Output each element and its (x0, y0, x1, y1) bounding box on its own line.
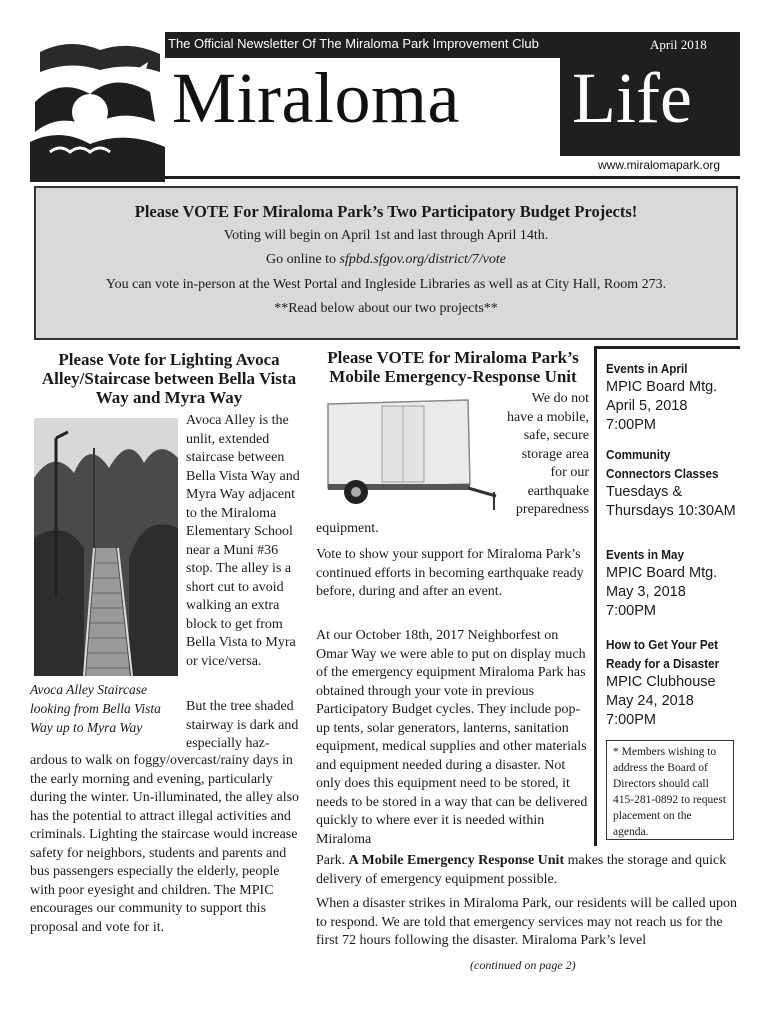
emergency-unit-p1: equipment. (316, 521, 379, 536)
april-board-date: April 5, 2018 (606, 398, 688, 414)
lighting-article-continuation: But the tree shaded stairway is dark and especially haz- (186, 699, 299, 751)
community-connectors-days-2: Thursdays 10:30AM (606, 503, 736, 519)
pet-disaster-time: 7:00PM (606, 712, 656, 728)
masthead-rule (165, 176, 740, 179)
vote-heading: Please VOTE For Miraloma Park’s Two Participatory Budget Projects! (134, 202, 638, 221)
vote-announcement-box (34, 186, 738, 340)
pet-disaster-heading-1: How to Get Your Pet (606, 637, 719, 652)
pet-disaster-location: MPIC Clubhouse (606, 674, 716, 690)
events-april-heading: Events in April (606, 361, 688, 376)
vote-online-link[interactable]: sfpbd.sfgov.org/district/7/vote (339, 252, 506, 267)
continued-note: (continued on page 2) (470, 958, 576, 972)
may-board-time: 7:00PM (606, 603, 656, 619)
vote-read-below: **Read below about our two projects** (274, 301, 498, 316)
vote-online-prefix: Go online to (266, 252, 340, 267)
summary-bold: A Mobile Emergency Response Unit (348, 853, 565, 868)
vote-online-line (36, 252, 736, 268)
emergency-unit-intro: We do not have a mobile, safe, secure storage area for our earthquake preparedness (506, 391, 589, 517)
photo-caption: Avoca Alley Staircase looking from Bella Vista Way up to Myra Way (30, 682, 161, 735)
emergency-unit-summary (316, 852, 740, 889)
april-board-time: 7:00PM (606, 417, 656, 433)
cargo-trailer-photo (318, 392, 500, 514)
vote-in-person: You can vote in-person at the West Portal and Ingleside Libraries as well as at City Hall, Room 273. (105, 277, 667, 292)
website-url[interactable]: www.miralomapark.org (598, 158, 721, 172)
lighting-article-heading: Please Vote for Lighting Avoca Alley/Staircase between Bella Vista Way and Myra Way (41, 350, 297, 407)
summary-prefix: Park. (316, 853, 349, 868)
lighting-article-body: ardous to walk on foggy/overcast/rainy days in the early morning and evening, particularly during the winter. Un-illuminated, the alley also has the potential to attract illegal activities and criminals. Lighting the staircase would increase safety for neighbors, students and parents and bus passengers especially the elderly, people with poor eyesight and children. The MPIC encourages our community to support this proposal and vote for it. (30, 753, 300, 935)
masthead-title-life: Life (572, 58, 692, 138)
events-may-heading: Events in May (606, 547, 685, 562)
newsletter-tagline: The Official Newsletter Of The Miraloma Park Improvement Club (168, 36, 539, 51)
may-board-date: May 3, 2018 (606, 584, 686, 600)
members-note: * Members wishing to address the Board of Directors should call 415-281-0892 to request placement on the agenda. (606, 740, 734, 840)
club-logo-illustration (30, 32, 170, 182)
april-board-meeting: MPIC Board Mtg. (606, 379, 718, 395)
masthead-title-miraloma: Miraloma (172, 58, 460, 138)
community-connectors-heading-1: Community (606, 447, 671, 462)
community-connectors-days-1: Tuesdays & (606, 484, 683, 500)
emergency-unit-p3: At our October 18th, 2017 Neighborfest on Omar Way we were able to put on display much of the emergency equipment Miraloma Park has obtained through your vote in previous Participatory Budget cycles. They include pop-up tents, solar generators, lanterns, sanitation equipment, medical supplies and other materials and equipment needed during a disaster. Not only does this equipment need to be stored, it needs to be stored in a way that can be delivered quickly to where ever it is needed within Miraloma (316, 628, 588, 847)
emergency-unit-heading: Please VOTE for Miraloma Park’s Mobile Emergency-Response Unit (327, 348, 579, 386)
summary-suffix: makes the storage and quick delivery of emergency equipment possible. (316, 853, 727, 887)
pet-disaster-heading-2: Ready for a Disaster (606, 656, 720, 671)
pet-disaster-date: May 24, 2018 (606, 693, 694, 709)
avoca-alley-photo (34, 418, 178, 676)
issue-date: April 2018 (650, 37, 707, 52)
vote-dates: Voting will begin on April 1st and last through April 14th. (223, 228, 549, 243)
may-board-meeting: MPIC Board Mtg. (606, 565, 718, 581)
lighting-article-intro: Avoca Alley is the unlit, extended staircase between Bella Vista Way and Myra Way adjacent to the Miraloma Elementary School near a Muni #36 stop. The alley is a short cut to avoid walking an extra block to get from Bella Vista to Myra or vice/versa. (186, 413, 300, 669)
community-connectors-heading-2: Connectors Classes (606, 466, 719, 481)
emergency-unit-p2: Vote to show your support for Miraloma Park’s continued efforts in becoming earthquake ready before, during and after an event. (316, 547, 584, 599)
emergency-unit-p4: When a disaster strikes in Miraloma Park, our residents will be called upon to respond. We are told that emergency services may not reach us for the first 72 hours following the disaster. Miraloma Park’s level (316, 896, 738, 948)
